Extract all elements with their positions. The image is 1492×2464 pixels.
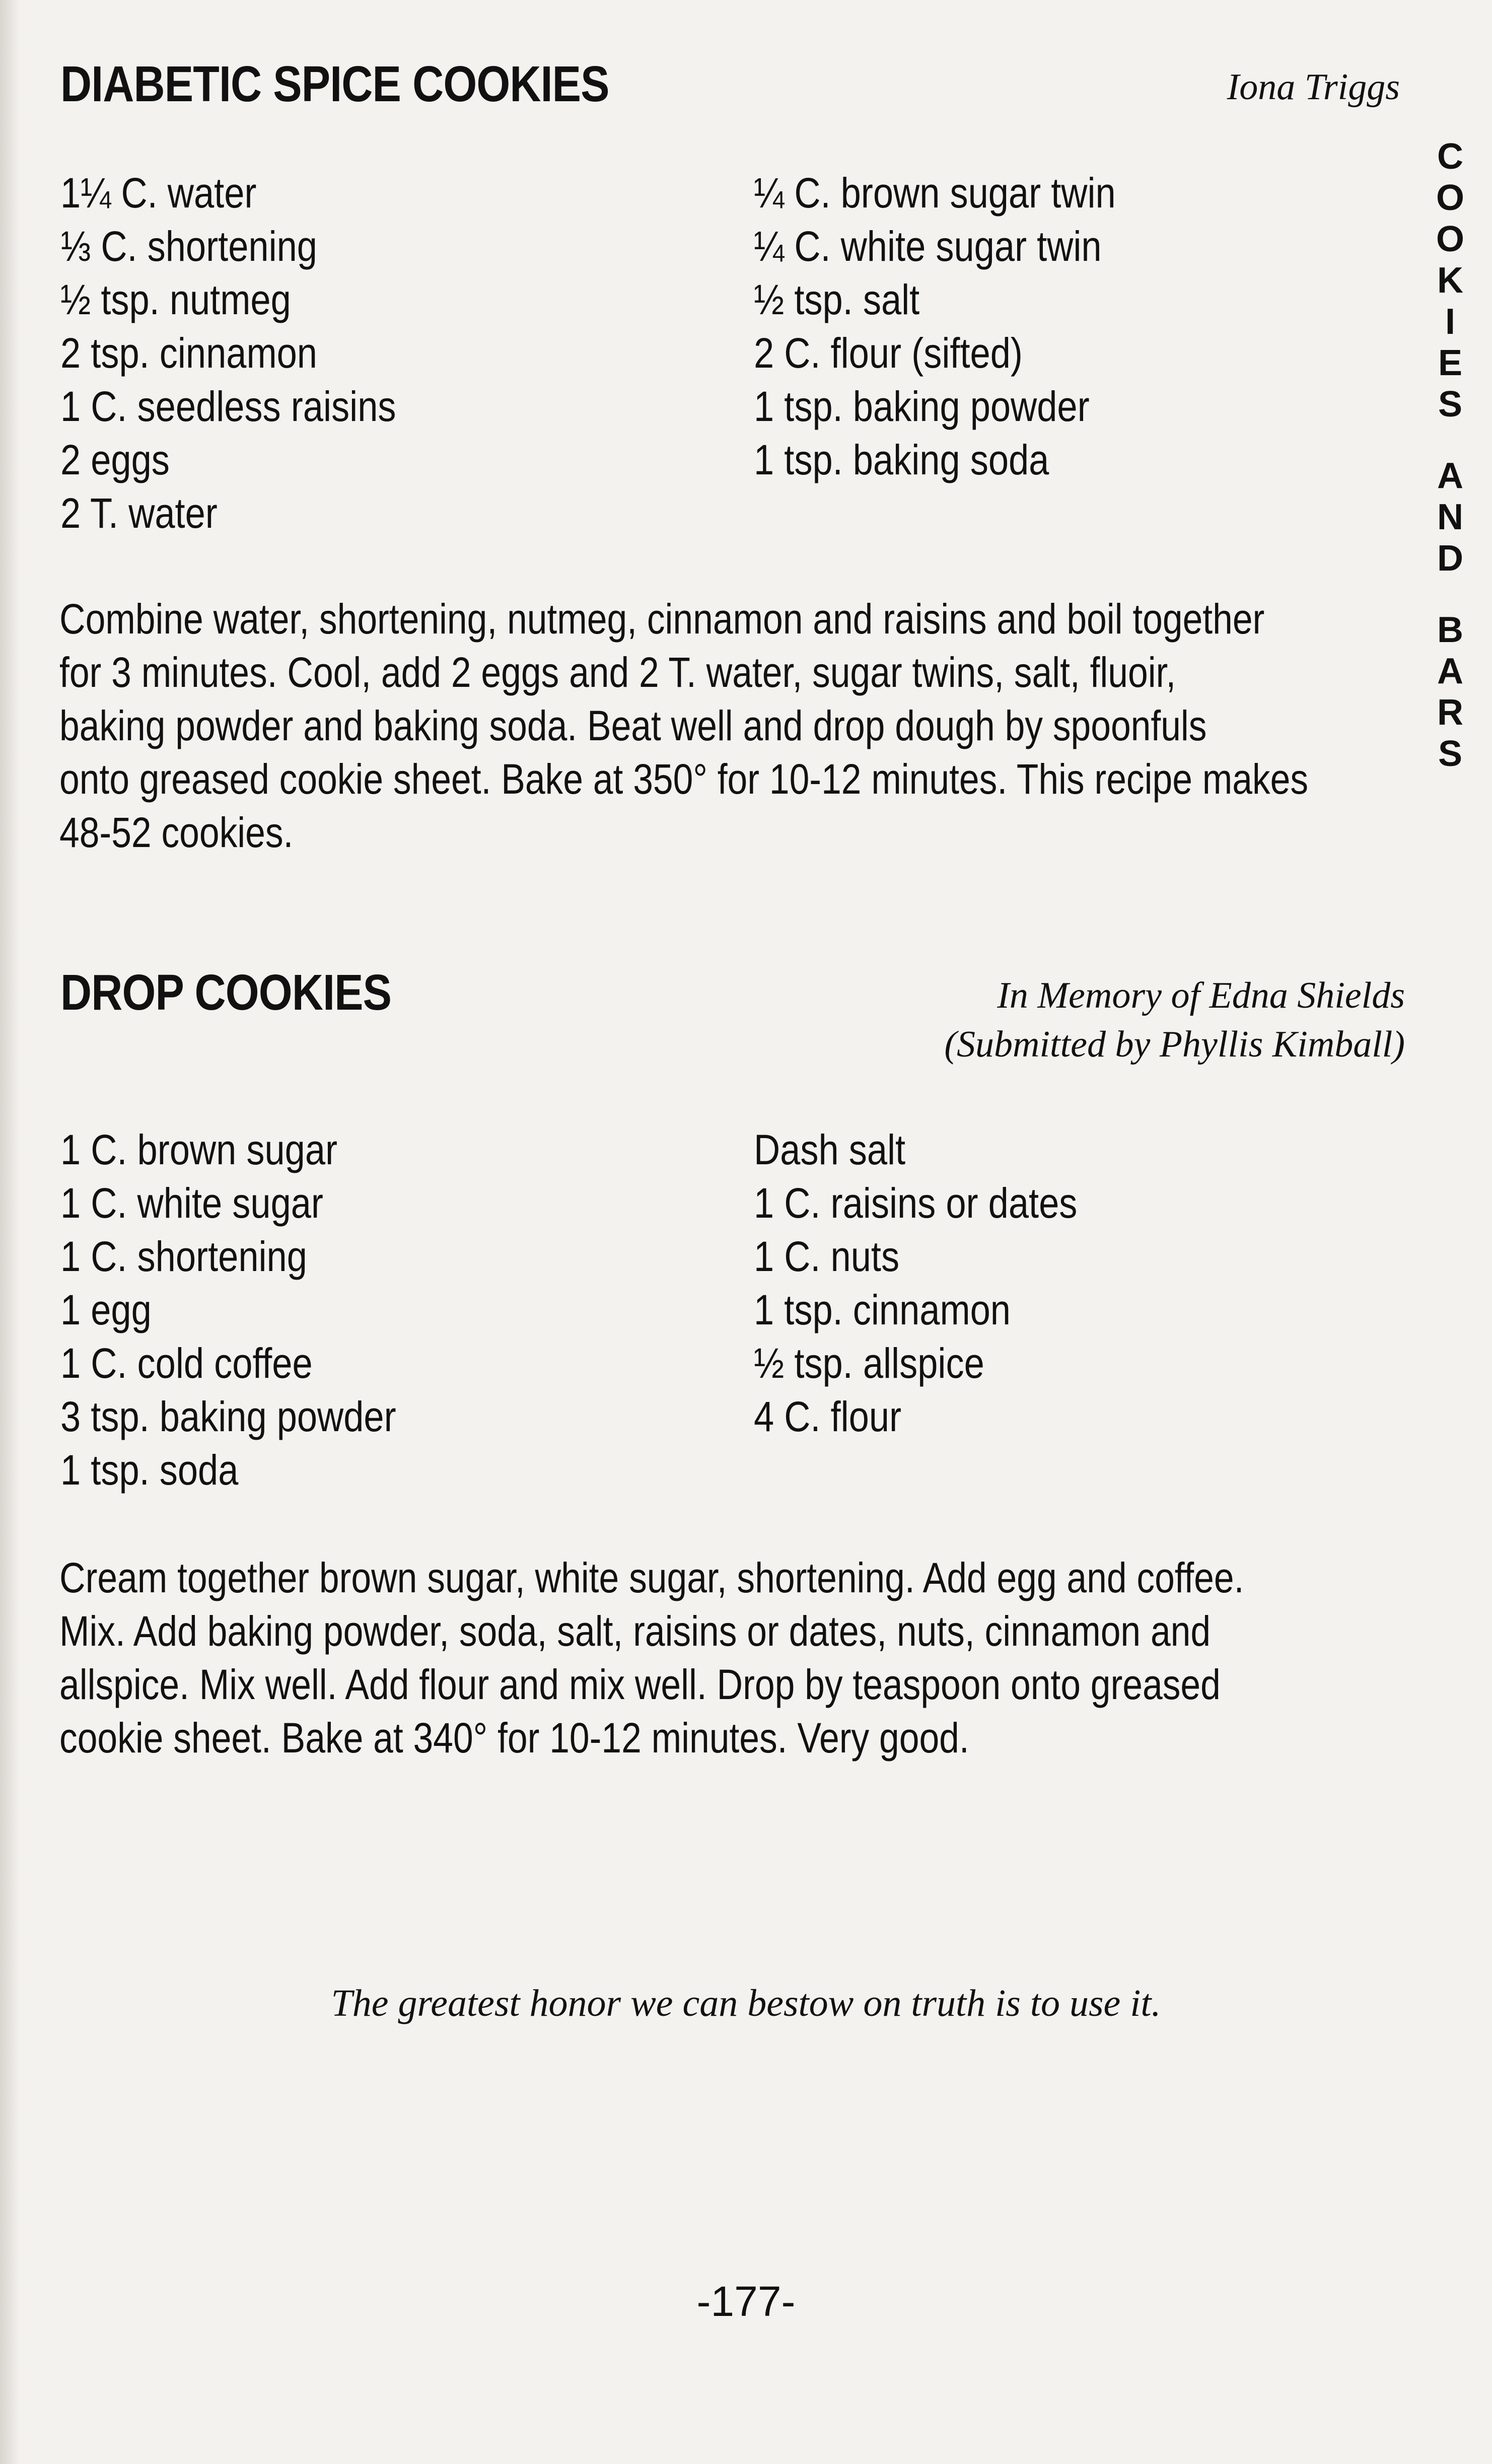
ingredients-left-column [60, 1123, 725, 1497]
ingredient-item: ½ tsp. allspice [754, 1340, 984, 1387]
side-tab-letter: B [1437, 610, 1463, 650]
ingredient-item: ¼ C. white sugar twin [754, 223, 1102, 270]
side-tab-letter: R [1437, 692, 1463, 733]
directions-line: for 3 minutes. Cool, add 2 eggs and 2 T. water, sugar twins, salt, fluoir, [59, 649, 1176, 696]
side-tab-letter: N [1437, 497, 1463, 537]
directions-line: Combine water, shortening, nutmeg, cinnamon and raisins and boil together [59, 595, 1265, 643]
recipe-title-drop-cookies: DROP COOKIES [60, 964, 392, 1021]
side-tab-letter: O [1436, 178, 1464, 218]
footer-quote: The greatest honor we can bestow on truth is to use it. [331, 1982, 1161, 2024]
ingredient-item: 1 C. raisins or dates [754, 1179, 1078, 1227]
ingredient-item: 1 tsp. cinnamon [754, 1286, 1011, 1333]
ingredient-item: 1 tsp. soda [60, 1446, 239, 1494]
directions-line: baking powder and baking soda. Beat well and drop dough by spoonfuls [59, 702, 1207, 749]
ingredient-item: 1 C. white sugar [60, 1179, 323, 1227]
side-tab-letter: I [1445, 302, 1455, 342]
ingredient-item: 1 C. brown sugar [60, 1126, 338, 1173]
directions-line: 48-52 cookies. [59, 809, 294, 856]
ingredient-item: 1 C. shortening [60, 1233, 307, 1280]
recipe-title-diabetic-spice-cookies: DIABETIC SPICE COOKIES [60, 56, 609, 112]
directions-line: Cream together brown sugar, white sugar, shortening. Add egg and coffee. [59, 1554, 1244, 1601]
ingredients-left-column [60, 166, 725, 540]
side-tab-letter: K [1437, 260, 1463, 301]
ingredient-item: 1 egg [60, 1286, 152, 1333]
ingredient-item: 1¼ C. water [60, 169, 257, 217]
ingredient-item: 1 tsp. baking soda [754, 436, 1049, 483]
ingredient-item: 1 tsp. baking powder [754, 383, 1090, 430]
side-tab-letter: O [1436, 219, 1464, 259]
ingredient-item: 2 C. flour (sifted) [754, 329, 1023, 377]
recipe-directions [59, 1551, 1419, 1765]
page-gutter-shadow [0, 0, 20, 2464]
side-tab-letter: D [1437, 538, 1463, 579]
ingredient-item: Dash salt [754, 1126, 906, 1173]
directions-line: Mix. Add baking powder, soda, salt, raisins or dates, nuts, cinnamon and [59, 1607, 1211, 1655]
ingredient-item: 2 T. water [60, 489, 218, 537]
ingredient-item: ½ tsp. salt [754, 276, 920, 323]
side-tab-letter: A [1437, 456, 1463, 496]
directions-line: onto greased cookie sheet. Bake at 350° for 10-12 minutes. This recipe makes [59, 755, 1309, 803]
ingredient-item: 3 tsp. baking powder [60, 1393, 396, 1440]
side-tab-letter: C [1437, 136, 1463, 177]
page-number: -177- [696, 2278, 796, 2325]
side-tab-letter: A [1437, 651, 1463, 691]
ingredients-right-column [754, 166, 1408, 486]
side-tab-letter: S [1438, 734, 1463, 774]
recipe-author-line-1: In Memory of Edna Shields [997, 975, 1405, 1016]
ingredient-item: ½ tsp. nutmeg [60, 276, 291, 323]
side-tab-letter: E [1438, 343, 1463, 383]
ingredient-item: ⅓ C. shortening [60, 223, 317, 270]
side-tab-gap [1430, 579, 1470, 609]
ingredient-item: 1 C. nuts [754, 1233, 900, 1280]
ingredient-item: 1 C. seedless raisins [60, 383, 396, 430]
directions-line: cookie sheet. Bake at 340° for 10-12 minutes. Very good. [59, 1714, 969, 1762]
recipe-author-line-2: (Submitted by Phyllis Kimball) [944, 1024, 1405, 1065]
recipe-author-iona-triggs: Iona Triggs [1227, 66, 1400, 108]
ingredient-item: 1 C. cold coffee [60, 1340, 313, 1387]
ingredient-item: 2 eggs [60, 436, 170, 483]
recipe-directions [59, 592, 1419, 859]
ingredient-item: ¼ C. brown sugar twin [754, 169, 1116, 217]
section-side-tab [1430, 136, 1470, 775]
side-tab-letter: S [1438, 384, 1463, 425]
ingredient-item: 4 C. flour [754, 1393, 902, 1440]
ingredient-item: 2 tsp. cinnamon [60, 329, 317, 377]
side-tab-gap [1430, 425, 1470, 455]
directions-line: allspice. Mix well. Add flour and mix well. Drop by teaspoon onto greased [59, 1661, 1221, 1708]
ingredients-right-column [754, 1123, 1408, 1443]
